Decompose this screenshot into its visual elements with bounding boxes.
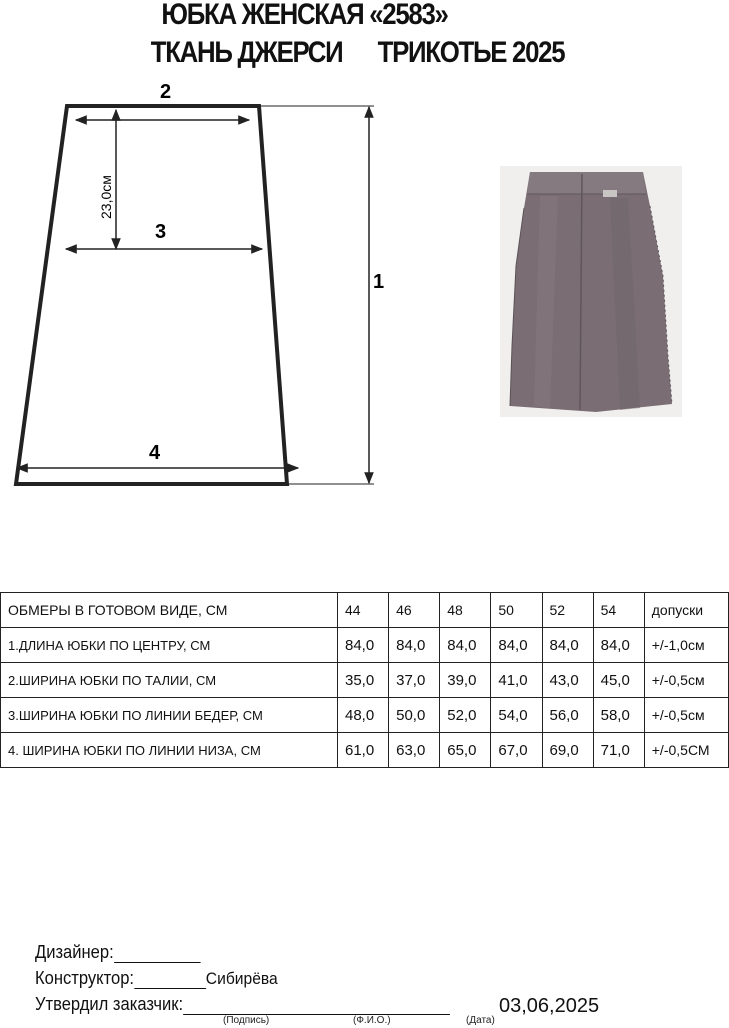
constructor-label: Конструктор: [35, 968, 135, 988]
caption-date: (Дата) [466, 1015, 495, 1026]
size-value-cell: 56,0 [542, 698, 593, 733]
table-row [1, 733, 729, 768]
label-waist: 2 [160, 81, 172, 103]
measurements-table [0, 592, 729, 768]
constructor-line [35, 968, 278, 989]
size-value-cell: 67,0 [491, 733, 542, 768]
size-value-cell: 84,0 [440, 628, 491, 663]
label-hem: 4 [149, 442, 161, 464]
title-line-1: ЮБКА ЖЕНСКАЯ «2583» [161, 0, 448, 31]
tolerance-cell: +/-1,0см [644, 628, 728, 663]
tolerance-cell: +/-0,5см [644, 698, 728, 733]
size-value-cell: 84,0 [338, 628, 389, 663]
param-name-cell: 4. ШИРИНА ЮБКИ ПО ЛИНИИ НИЗА, СМ [1, 733, 338, 768]
size-value-cell: 43,0 [542, 663, 593, 698]
param-name-cell: 1.ДЛИНА ЮБКИ ПО ЦЕНТРУ, СМ [1, 628, 338, 663]
designer-line [35, 942, 200, 963]
size-value-cell: 46 [389, 593, 440, 628]
approved-blank [183, 996, 450, 1015]
skirt-photo [500, 166, 682, 417]
tolerance-cell: допуски [644, 593, 728, 628]
size-value-cell: 84,0 [491, 628, 542, 663]
approved-line [35, 994, 450, 1015]
designer-blank [114, 944, 200, 963]
skirt-outline [16, 106, 287, 484]
size-value-cell: 54,0 [491, 698, 542, 733]
tolerance-cell: +/-0,5см [644, 663, 728, 698]
constructor-blank [134, 970, 206, 989]
title-line-2: ТКАНЬ ДЖЕРСИ ТРИКОТЬЕ 2025 [150, 36, 565, 69]
size-value-cell: 54 [593, 593, 644, 628]
size-value-cell: 37,0 [389, 663, 440, 698]
param-name-cell: 3.ШИРИНА ЮБКИ ПО ЛИНИИ БЕДЕР, СМ [1, 698, 338, 733]
size-value-cell: 52,0 [440, 698, 491, 733]
designer-label: Дизайнер: [35, 942, 114, 962]
table-row [1, 663, 729, 698]
size-value-cell: 50 [491, 593, 542, 628]
label-length: 1 [373, 271, 385, 293]
size-value-cell: 84,0 [593, 628, 644, 663]
hip-depth-value: 23,0см [98, 175, 114, 219]
size-value-cell: 84,0 [389, 628, 440, 663]
size-value-cell: 39,0 [440, 663, 491, 698]
caption-sign: (Подпись) [223, 1015, 270, 1026]
caption-name: (Ф.И.О.) [353, 1015, 391, 1026]
approval-date: 03,06,2025 [499, 995, 600, 1017]
table-row [1, 628, 729, 663]
size-value-cell: 84,0 [542, 628, 593, 663]
approved-label: Утвердил заказчик: [35, 994, 184, 1014]
size-value-cell: 45,0 [593, 663, 644, 698]
size-value-cell: 71,0 [593, 733, 644, 768]
tolerance-cell: +/-0,5СМ [644, 733, 728, 768]
size-value-cell: 48 [440, 593, 491, 628]
size-value-cell: 50,0 [389, 698, 440, 733]
size-value-cell: 65,0 [440, 733, 491, 768]
size-value-cell: 58,0 [593, 698, 644, 733]
size-value-cell: 63,0 [389, 733, 440, 768]
size-value-cell: 48,0 [338, 698, 389, 733]
label-hips: 3 [155, 221, 167, 243]
constructor-name: Сибирёва [205, 969, 278, 988]
size-value-cell: 69,0 [542, 733, 593, 768]
size-value-cell: 61,0 [338, 733, 389, 768]
size-value-cell: 41,0 [491, 663, 542, 698]
size-value-cell: 52 [542, 593, 593, 628]
param-name-cell: 2.ШИРИНА ЮБКИ ПО ТАЛИИ, СМ [1, 663, 338, 698]
param-name-cell: ОБМЕРЫ В ГОТОВОМ ВИДЕ, СМ [1, 593, 338, 628]
size-value-cell: 35,0 [338, 663, 389, 698]
table-row [1, 698, 729, 733]
size-value-cell: 44 [338, 593, 389, 628]
table-header-row [1, 593, 729, 628]
